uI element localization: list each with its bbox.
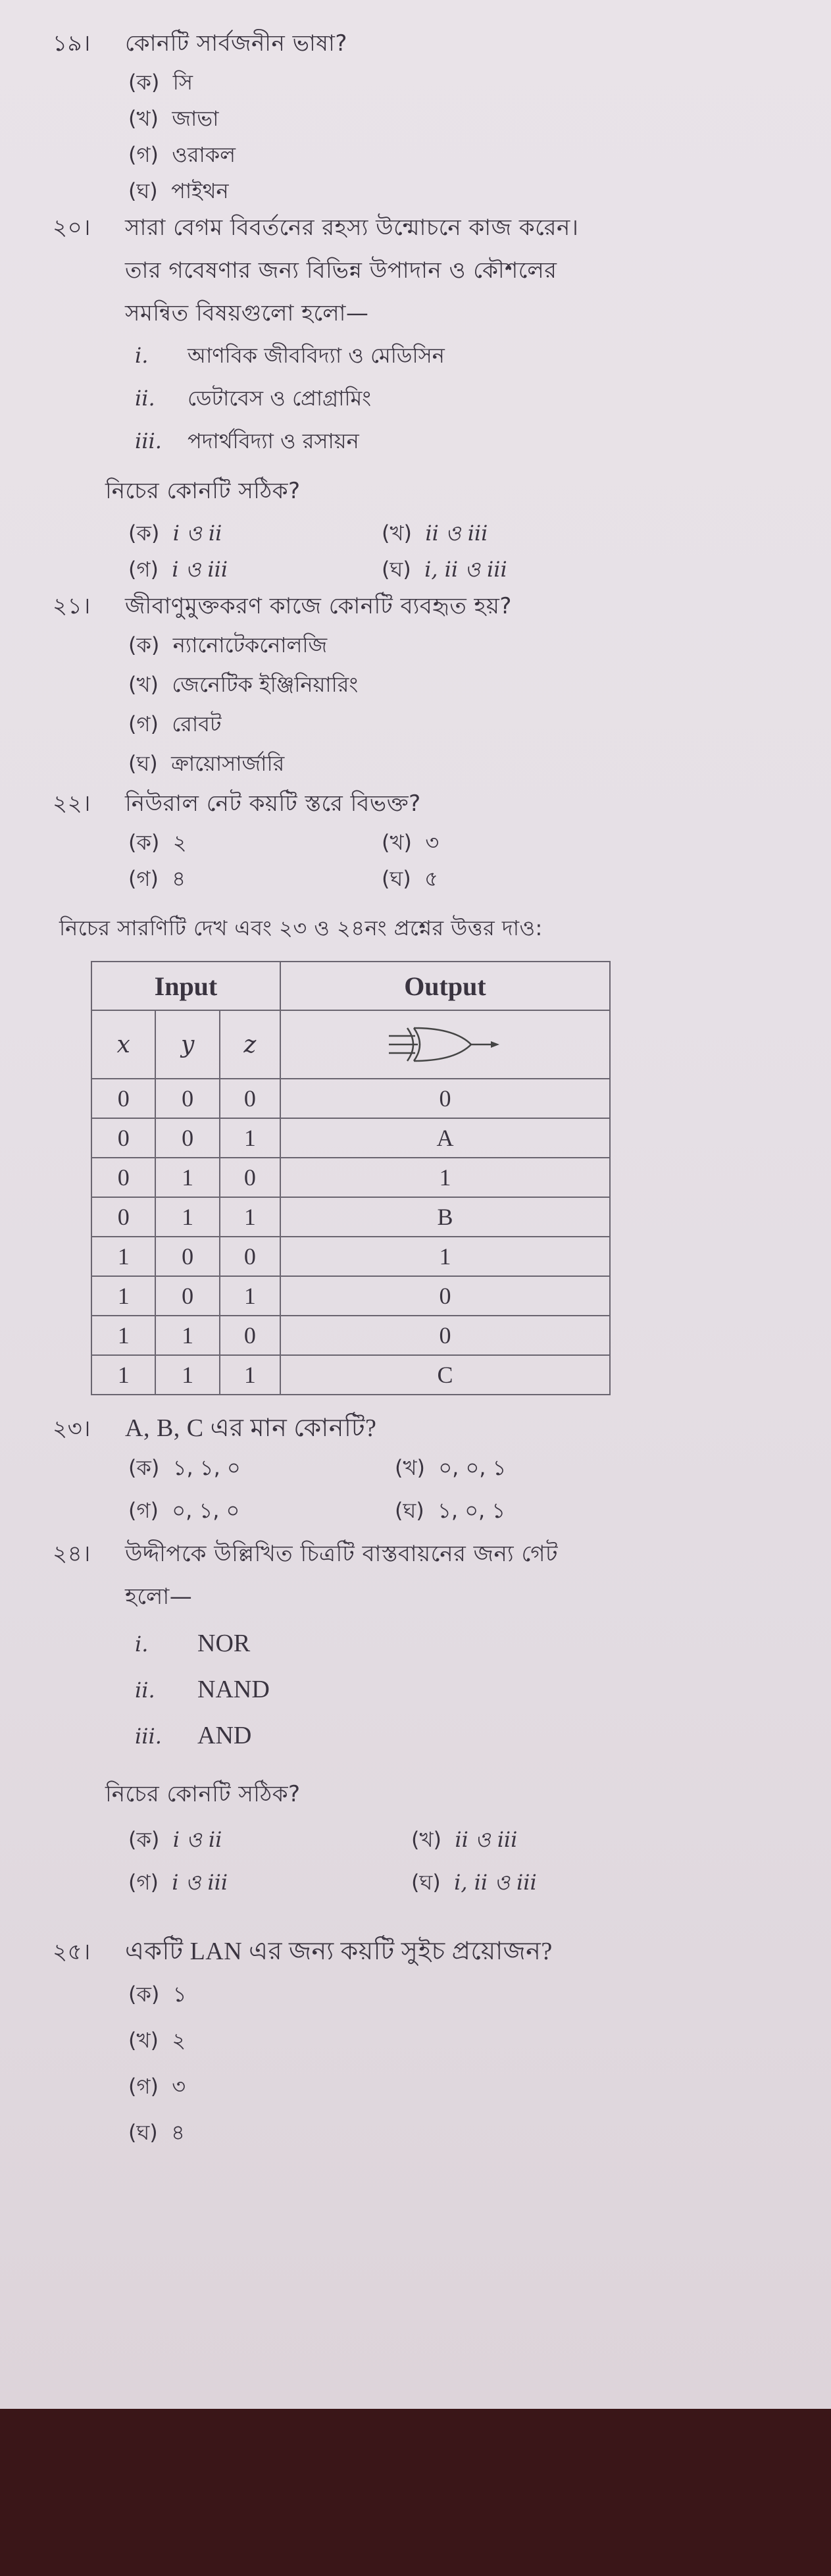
option-gha (411, 1866, 537, 1901)
option-kha (395, 1451, 506, 1487)
statement-num: iii. (135, 1724, 162, 1749)
truth-table (91, 961, 611, 1395)
statement-i (135, 1629, 250, 1658)
table-body (91, 1079, 610, 1395)
statement-text: আণবিক জীববিদ্যা ও মেডিসিন (188, 343, 445, 368)
table-subheader-row (91, 1010, 610, 1079)
statement-ii (135, 382, 371, 417)
statement-ii (135, 1675, 270, 1704)
option-text: ৩ (425, 830, 440, 855)
input-cell: 0 (155, 1118, 220, 1158)
input-cell: 0 (220, 1316, 280, 1355)
statement-num: i. (135, 343, 149, 368)
question-text: কোনটি সার্বজনীন ভাষা? (125, 30, 347, 57)
option-label: (গ) (128, 1870, 159, 1895)
question-line-2: তার গবেষণার জন্য বিভিন্ন উপাদান ও কৌশলের (125, 257, 557, 284)
option-ga (128, 2070, 186, 2105)
statement-text: NOR (197, 1630, 251, 1657)
option-label: (খ) (128, 672, 159, 697)
question-number: ২৪। (53, 1541, 91, 1567)
statement-num: ii. (135, 1678, 155, 1703)
question-22 (53, 786, 421, 824)
input-cell: 1 (220, 1197, 280, 1237)
option-label: (গ) (128, 711, 159, 736)
output-cell: 0 (280, 1316, 610, 1355)
option-text: ০, ১, ০ (172, 1498, 240, 1523)
input-cell: 1 (220, 1276, 280, 1316)
input-cell: 0 (220, 1158, 280, 1197)
question-20 (53, 211, 578, 248)
option-text: রোবট (172, 711, 222, 736)
input-cell: 0 (220, 1079, 280, 1118)
statement-num: iii. (135, 428, 162, 453)
option-text: ১, ১, ০ (172, 1455, 241, 1480)
output-cell: 1 (280, 1158, 610, 1197)
input-cell: 1 (155, 1355, 220, 1395)
option-ka (128, 1978, 186, 2013)
option-gha (395, 1494, 505, 1530)
question-number: ২০। (53, 215, 91, 241)
statement-text: ডেটাবেস ও প্রোগ্রামিং (188, 386, 372, 411)
input-cell: 0 (220, 1237, 280, 1276)
option-text: ০, ০, ১ (438, 1455, 507, 1480)
col-z: z (220, 1010, 280, 1079)
question-25 (53, 1932, 553, 1974)
option-text: ৪ (171, 2120, 185, 2145)
option-gha (128, 2116, 185, 2151)
option-label: (ঘ) (382, 866, 411, 891)
option-text: i, ii ও iii (454, 1870, 537, 1895)
statement-text: পদার্থবিদ্যা ও রসায়ন (188, 428, 359, 453)
table-row (91, 1158, 610, 1197)
option-text: ১, ০, ১ (438, 1498, 506, 1523)
output-cell: C (280, 1355, 610, 1395)
table-instruction: নিচের সারণিটি দেখ এবং ২৩ ও ২৪নং প্রশ্নের উত্তর দাও: (59, 915, 543, 940)
col-y: y (155, 1010, 220, 1079)
option-text: i ও ii (172, 1827, 222, 1852)
statement-num: ii. (135, 386, 155, 411)
option-text: i, ii ও iii (424, 557, 507, 582)
option-text: ii ও iii (425, 521, 488, 546)
option-label: (গ) (128, 1498, 159, 1523)
input-cell: 1 (91, 1355, 155, 1395)
option-label: (ক) (128, 1982, 160, 2007)
option-ka (128, 826, 187, 862)
option-label: (খ) (382, 830, 412, 855)
question-19 (53, 26, 347, 64)
option-ga (128, 862, 186, 898)
option-label: (ক) (128, 830, 160, 855)
option-gha (382, 553, 507, 588)
question-number: ২৫। (53, 1939, 91, 1965)
option-label: (খ) (395, 1455, 425, 1480)
option-label: (খ) (411, 1827, 441, 1852)
option-label: (ক) (128, 521, 160, 546)
option-label: (ক) (128, 1827, 160, 1852)
option-label: (ঘ) (395, 1498, 424, 1523)
input-cell: 0 (155, 1237, 220, 1276)
input-cell: 0 (91, 1158, 155, 1197)
table-row (91, 1355, 610, 1395)
statement-iii (135, 425, 359, 460)
option-ga (128, 708, 221, 743)
option-text: সি (172, 70, 193, 95)
table-header-row (91, 962, 610, 1010)
input-cell: 1 (155, 1197, 220, 1237)
question-line-1: সারা বেগম বিবর্তনের রহস্য উন্মোচনে কাজ করেন। (125, 215, 579, 241)
option-text: পাইথন (171, 178, 229, 203)
option-kha (128, 102, 218, 138)
option-label: (গ) (128, 142, 159, 167)
option-text: ii ও iii (455, 1827, 518, 1852)
question-21 (53, 589, 512, 627)
option-text: ক্রায়োসার্জারি (171, 751, 285, 776)
question-number: ২৩। (53, 1416, 91, 1442)
option-text: ২ (172, 2028, 186, 2053)
table-row (91, 1276, 610, 1316)
option-label: (খ) (128, 106, 159, 131)
input-cell: 0 (155, 1276, 220, 1316)
output-cell: 0 (280, 1276, 610, 1316)
option-text: জাভা (172, 106, 219, 131)
option-ka (128, 66, 193, 101)
statement-i (135, 339, 445, 374)
option-ka (128, 517, 222, 552)
question-number: ২২। (53, 790, 91, 817)
option-label: (ঘ) (411, 1870, 441, 1895)
option-kha (382, 826, 439, 862)
option-text: ন্যানোটেকনোলজি (172, 632, 328, 657)
option-text: i ও iii (172, 557, 228, 582)
question-prompt: নিচের কোনটি সঠিক? (105, 478, 301, 504)
input-cell: 0 (91, 1079, 155, 1118)
option-text: ৪ (172, 866, 186, 891)
output-cell: A (280, 1118, 610, 1158)
output-cell: B (280, 1197, 610, 1237)
option-gha (128, 174, 229, 210)
input-cell: 1 (220, 1355, 280, 1395)
input-cell: 1 (155, 1158, 220, 1197)
question-text: নিউরাল নেট কয়টি স্তরে বিভক্ত? (125, 790, 421, 817)
question-number: ২১। (53, 593, 91, 619)
input-cell: 0 (155, 1079, 220, 1118)
table-row (91, 1197, 610, 1237)
option-label: (খ) (382, 521, 412, 546)
option-kha (128, 2024, 186, 2059)
question-line-2: হলো— (125, 1584, 193, 1610)
option-label: (ক) (128, 70, 160, 95)
question-text: একটি LAN এর জন্য কয়টি সুইচ প্রয়োজন? (125, 1938, 553, 1965)
option-kha (411, 1823, 517, 1859)
question-23 (53, 1408, 376, 1451)
option-label: (ঘ) (128, 178, 158, 203)
input-cell: 1 (91, 1237, 155, 1276)
option-kha (128, 668, 358, 704)
output-cell: 1 (280, 1237, 610, 1276)
option-label: (গ) (128, 2074, 159, 2099)
option-ga (128, 1866, 228, 1901)
question-line-3: সমন্বিত বিষয়গুলো হলো— (125, 300, 369, 326)
option-text: i ও iii (172, 1870, 228, 1895)
option-ka (128, 629, 327, 664)
statement-iii (135, 1721, 251, 1750)
input-cell: 0 (91, 1118, 155, 1158)
statement-text: AND (197, 1722, 252, 1749)
option-text: ৩ (172, 2074, 186, 2099)
input-cell: 1 (91, 1276, 155, 1316)
output-cell: 0 (280, 1079, 610, 1118)
table-row (91, 1079, 610, 1118)
option-label: (গ) (128, 866, 159, 891)
option-kha (382, 517, 488, 552)
option-ga (128, 1494, 239, 1530)
option-ga (128, 553, 228, 588)
option-label: (ঘ) (128, 2120, 158, 2145)
input-cell: 1 (91, 1316, 155, 1355)
option-text: i ও ii (172, 521, 222, 546)
statement-text: NAND (197, 1676, 270, 1703)
option-text: ওরাকল (172, 142, 236, 167)
output-header: Output (280, 962, 610, 1010)
input-cell: 0 (91, 1197, 155, 1237)
option-label: (ক) (128, 1455, 160, 1480)
input-cell: 1 (220, 1118, 280, 1158)
option-ga (128, 138, 236, 174)
question-text: জীবাণুমুক্তকরণ কাজে কোনটি ব্যবহৃত হয়? (125, 593, 512, 619)
col-x: x (91, 1010, 155, 1079)
option-gha (128, 747, 284, 783)
input-header: Input (91, 962, 280, 1010)
table-row (91, 1237, 610, 1276)
option-text: ১ (172, 1982, 187, 2007)
question-text: A, B, C এর মান কোনটি? (125, 1414, 377, 1442)
option-ka (128, 1823, 222, 1859)
question-line-1: উদ্দীপকে উল্লিখিত চিত্রটি বাস্তবায়নের জন্য গেট (125, 1541, 559, 1567)
table-row (91, 1316, 610, 1355)
statement-num: i. (135, 1632, 149, 1657)
option-label: (খ) (128, 2028, 159, 2053)
xor-gate-icon (389, 1021, 501, 1068)
question-number: ১৯। (53, 30, 91, 57)
option-label: (গ) (128, 557, 159, 582)
option-label: (ক) (128, 632, 160, 657)
option-text: ৫ (424, 866, 438, 891)
background-bottom (0, 2409, 831, 2576)
xor-gate-symbol (280, 1010, 610, 1079)
option-label: (ঘ) (382, 557, 411, 582)
option-ka (128, 1451, 241, 1487)
question-24 (53, 1537, 558, 1574)
option-gha (382, 862, 438, 898)
question-prompt: নিচের কোনটি সঠিক? (105, 1781, 301, 1807)
table-row (91, 1118, 610, 1158)
option-label: (ঘ) (128, 751, 158, 776)
input-cell: 1 (155, 1316, 220, 1355)
option-text: জেনেটিক ইঞ্জিনিয়ারিং (172, 672, 359, 697)
option-text: ২ (172, 830, 187, 855)
